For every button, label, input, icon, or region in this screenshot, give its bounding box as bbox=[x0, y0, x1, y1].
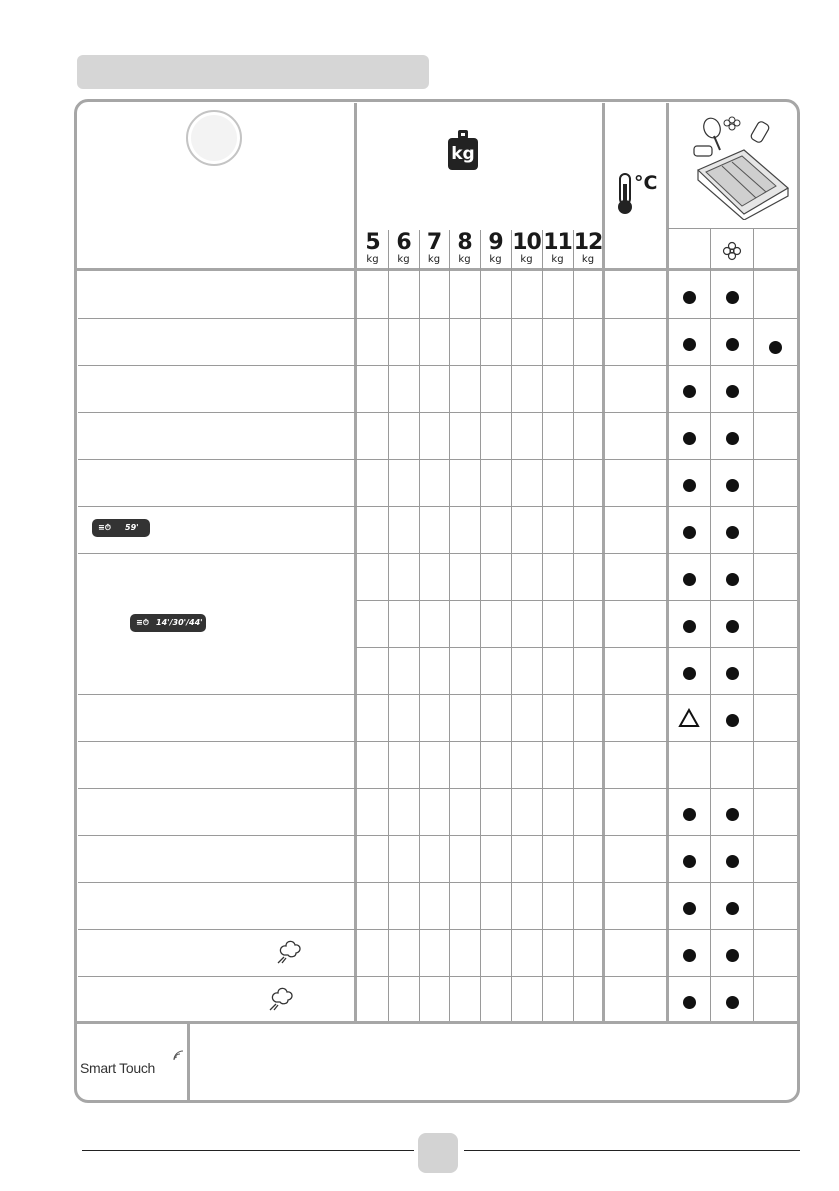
table-row-line bbox=[78, 694, 797, 695]
table-row-line bbox=[78, 741, 797, 742]
load-kg-unit: kg bbox=[397, 254, 410, 265]
detergent-dot bbox=[726, 526, 739, 539]
load-kg-value: 7 bbox=[426, 230, 442, 255]
divider-header-bottom bbox=[77, 268, 797, 271]
detergent-dot bbox=[769, 341, 782, 354]
smart-touch-label: Smart Touch bbox=[80, 1060, 156, 1076]
thermometer-icon bbox=[614, 172, 636, 216]
detergent-dot bbox=[726, 996, 739, 1009]
detergent-dot bbox=[726, 432, 739, 445]
table-row-line bbox=[78, 318, 797, 319]
detergent-dot bbox=[726, 855, 739, 868]
load-kg-value: 5 bbox=[365, 230, 380, 255]
load-kg-unit: kg bbox=[581, 254, 595, 265]
table-row-line bbox=[78, 365, 797, 366]
detergent-dot bbox=[683, 949, 696, 962]
load-kg-value: 9 bbox=[488, 230, 503, 255]
table-row-line bbox=[78, 412, 797, 413]
detergent-dot bbox=[683, 996, 696, 1009]
footer-rule-right bbox=[464, 1150, 800, 1151]
footer-rule-left bbox=[82, 1150, 414, 1151]
quick-multi-badge: ≡⏱ 14'/30'/44' bbox=[130, 614, 206, 632]
load-kg-unit: kg bbox=[489, 254, 502, 265]
detergent-dot bbox=[683, 432, 696, 445]
load-column-header bbox=[449, 232, 480, 265]
load-kg-value: 12 bbox=[573, 230, 603, 255]
table-row-line bbox=[78, 929, 797, 930]
load-kg-value: 8 bbox=[457, 230, 472, 255]
detergent-dot bbox=[683, 291, 696, 304]
load-column-header bbox=[542, 232, 573, 265]
divider-table-bottom bbox=[77, 1021, 797, 1024]
load-kg-unit: kg bbox=[458, 254, 471, 265]
steam-icon bbox=[266, 984, 296, 1012]
detergent-dot bbox=[726, 714, 739, 727]
table-row-line bbox=[78, 788, 797, 789]
table-row-line bbox=[78, 459, 797, 460]
table-row-line bbox=[356, 647, 797, 648]
load-kg-value: 6 bbox=[396, 230, 411, 255]
load-kg-unit: kg bbox=[427, 254, 441, 265]
detergent-dot bbox=[726, 291, 739, 304]
load-column-line bbox=[542, 230, 543, 1021]
program-knob-icon bbox=[186, 110, 242, 166]
load-column-header bbox=[511, 232, 542, 265]
detergent-subheader-line bbox=[668, 228, 797, 229]
load-column-line bbox=[511, 230, 512, 1021]
load-kg-unit: kg bbox=[551, 254, 564, 265]
detergent-dot bbox=[683, 479, 696, 492]
table-row-line bbox=[356, 600, 797, 601]
detergent-dot bbox=[726, 479, 739, 492]
detergent-dot bbox=[726, 385, 739, 398]
smart-touch-logo bbox=[80, 1060, 155, 1076]
load-column-header bbox=[357, 232, 388, 265]
load-kg-value: 11 bbox=[543, 230, 572, 255]
quick-59-badge: ≡⏱ 59' bbox=[92, 519, 150, 537]
detergent-dot bbox=[683, 526, 696, 539]
detergent-dot bbox=[683, 808, 696, 821]
load-column-header bbox=[480, 232, 511, 265]
detergent-dot bbox=[726, 949, 739, 962]
load-column-line bbox=[480, 230, 481, 1021]
divider-temp-column bbox=[666, 103, 669, 1022]
detergent-dot bbox=[726, 667, 739, 680]
detergent-dot bbox=[726, 573, 739, 586]
detergent-dot bbox=[683, 620, 696, 633]
detergent-dot bbox=[726, 902, 739, 915]
table-row-line bbox=[78, 553, 797, 554]
detergent-dot bbox=[683, 573, 696, 586]
detergent-drawer-illustration bbox=[684, 110, 794, 220]
divider-smart-touch bbox=[187, 1022, 190, 1100]
speed-icon: ≡⏱ bbox=[98, 523, 111, 532]
steam-icon bbox=[274, 937, 304, 965]
detergent-dot bbox=[683, 902, 696, 915]
table-row-line bbox=[78, 835, 797, 836]
detergent-dot bbox=[683, 338, 696, 351]
load-kg-unit: kg bbox=[366, 254, 379, 265]
flower-icon bbox=[722, 241, 742, 261]
table-row-line bbox=[78, 506, 797, 507]
load-column-header bbox=[573, 232, 603, 265]
detergent-dot bbox=[726, 338, 739, 351]
load-kg-unit: kg bbox=[520, 254, 533, 265]
load-kg-value: 10 bbox=[512, 230, 541, 255]
load-column-header bbox=[388, 232, 419, 265]
page-number-box bbox=[418, 1133, 458, 1173]
speed-icon: ≡⏱ bbox=[136, 618, 149, 627]
signal-icon bbox=[172, 1048, 186, 1062]
detergent-dot bbox=[726, 808, 739, 821]
detergent-dot bbox=[683, 855, 696, 868]
table-row-line bbox=[78, 882, 797, 883]
temperature-unit: °C bbox=[634, 172, 658, 194]
load-column-header bbox=[419, 232, 449, 265]
load-column-line bbox=[449, 230, 450, 1021]
detergent-dot bbox=[683, 385, 696, 398]
load-column-line bbox=[573, 230, 574, 1021]
table-row-line bbox=[78, 976, 797, 977]
detergent-col-line-2 bbox=[753, 228, 754, 1021]
weight-icon-label: kg bbox=[451, 144, 475, 164]
detergent-dot bbox=[683, 667, 696, 680]
detergent-col-line-1 bbox=[710, 228, 711, 1021]
section-title-bar bbox=[77, 55, 429, 89]
detergent-dot bbox=[726, 620, 739, 633]
load-column-line bbox=[419, 230, 420, 1021]
load-column-line bbox=[388, 230, 389, 1021]
detergent-triangle bbox=[678, 708, 700, 728]
